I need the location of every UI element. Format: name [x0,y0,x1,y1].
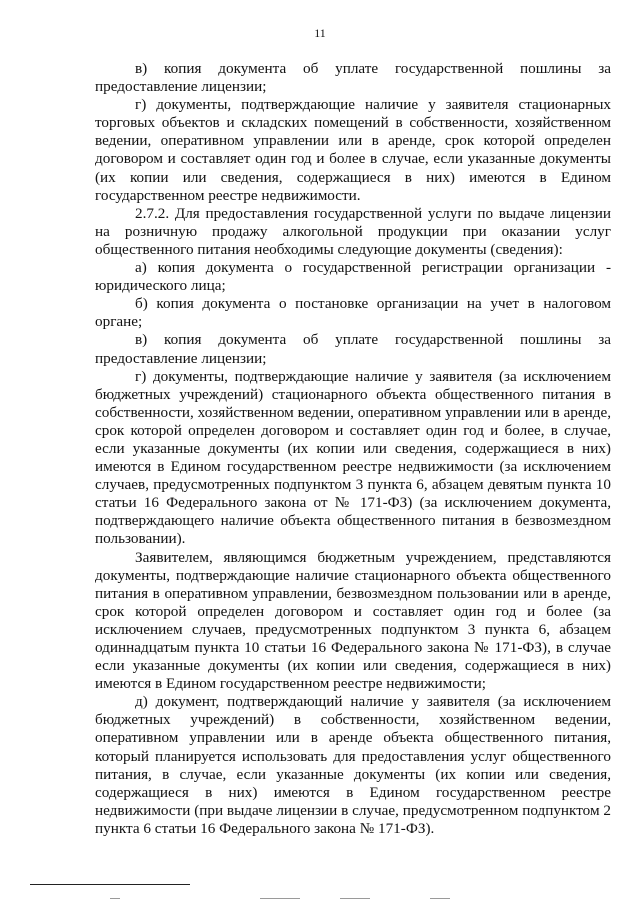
paragraph-g-catering-object: г) документы, подтверждающие наличие у заявителя (за исключением бюджетных учреждений) стационарного объекта общественного питания в собственности, хозяйственном ведении, оперативном управлении или в аренде, срок которой определен договором и составляет один год и более, в случае, если указанные документы (их копии или сведения, содержащиеся в них) имеются в Едином государственном реестре недвижимости (за исключением случаев, предусмотренных подпунктом 3 пункта 6, абзацем девятым пункта 10 статьи 16 Федерального закона от № 171-ФЗ) (за исключением документа, подтверждающего наличие объекта общественного питания в безвозмездном пользовании). [95,367,611,548]
paragraph-d-catering-document: д) документ, подтверждающий наличие у заявителя (за исключением бюджетных учреждений) в собственности, хозяйственном ведении, оперативном управлении или в аренде объекта общественного питания, который планируется использовать для предоставления услуг общественного питания, в случае, если указанные документы (их копии или сведения, содержащиеся в них) имеются в Едином государственном реестре недвижимости (при выдаче лицензии в случае, предусмотренном подпунктом 2 пункта 6 статьи 16 Федерального закона № 171-ФЗ). [95,693,611,837]
paragraph-v-state-fee-2: в) копия документа об уплате государственной пошлины за предоставление лицензии; [95,331,611,367]
paragraph-budget-institution: Заявителем, являющимся бюджетным учреждением, представляются документы, подтверждающие наличие стационарного объекта общественного питания в оперативном управлении, безвозмездном пользовании или в аренде, срок которой определен договором и составляет один год и более (за исключением случаев, предусмотренных подпунктом 3 пункта 6, абзацем одиннадцатым пункта 10 статьи 16 Федерального закона № 171-ФЗ), в случае если указанные документы (их копии или сведения, содержащиеся в них) имеются в Едином государственном реестре недвижимости; [95,548,611,693]
page-number: 11 [314,26,326,40]
footnote-divider [30,884,190,885]
paragraph-a-registration: а) копия документа о государственной регистрации организации - юридического лица; [95,259,611,295]
paragraph-v-state-fee: в) копия документа об уплате государственной пошлины за предоставление лицензии; [95,60,611,96]
paragraph-2-7-2: 2.7.2. Для предоставления государственной услуги по выдаче лицензии на розничную продажу алкогольной продукции при оказании услуг общественного питания необходимы следующие документы (сведения): [95,204,611,258]
document-body [95,60,611,838]
scan-artifacts [110,898,530,902]
paragraph-b-tax-registration: б) копия документа о постановке организации на учет в налоговом органе; [95,295,611,331]
paragraph-g-retail-premises: г) документы, подтверждающие наличие у заявителя стационарных торговых объектов и складских помещений в собственности, хозяйственном ведении, оперативном управлении или в аренде, срок которой определен договором и составляет один год и более в случае, если указанные документы (их копии или сведения, содержащиеся в них) имеются в Едином государственном реестре недвижимости. [95,96,611,204]
